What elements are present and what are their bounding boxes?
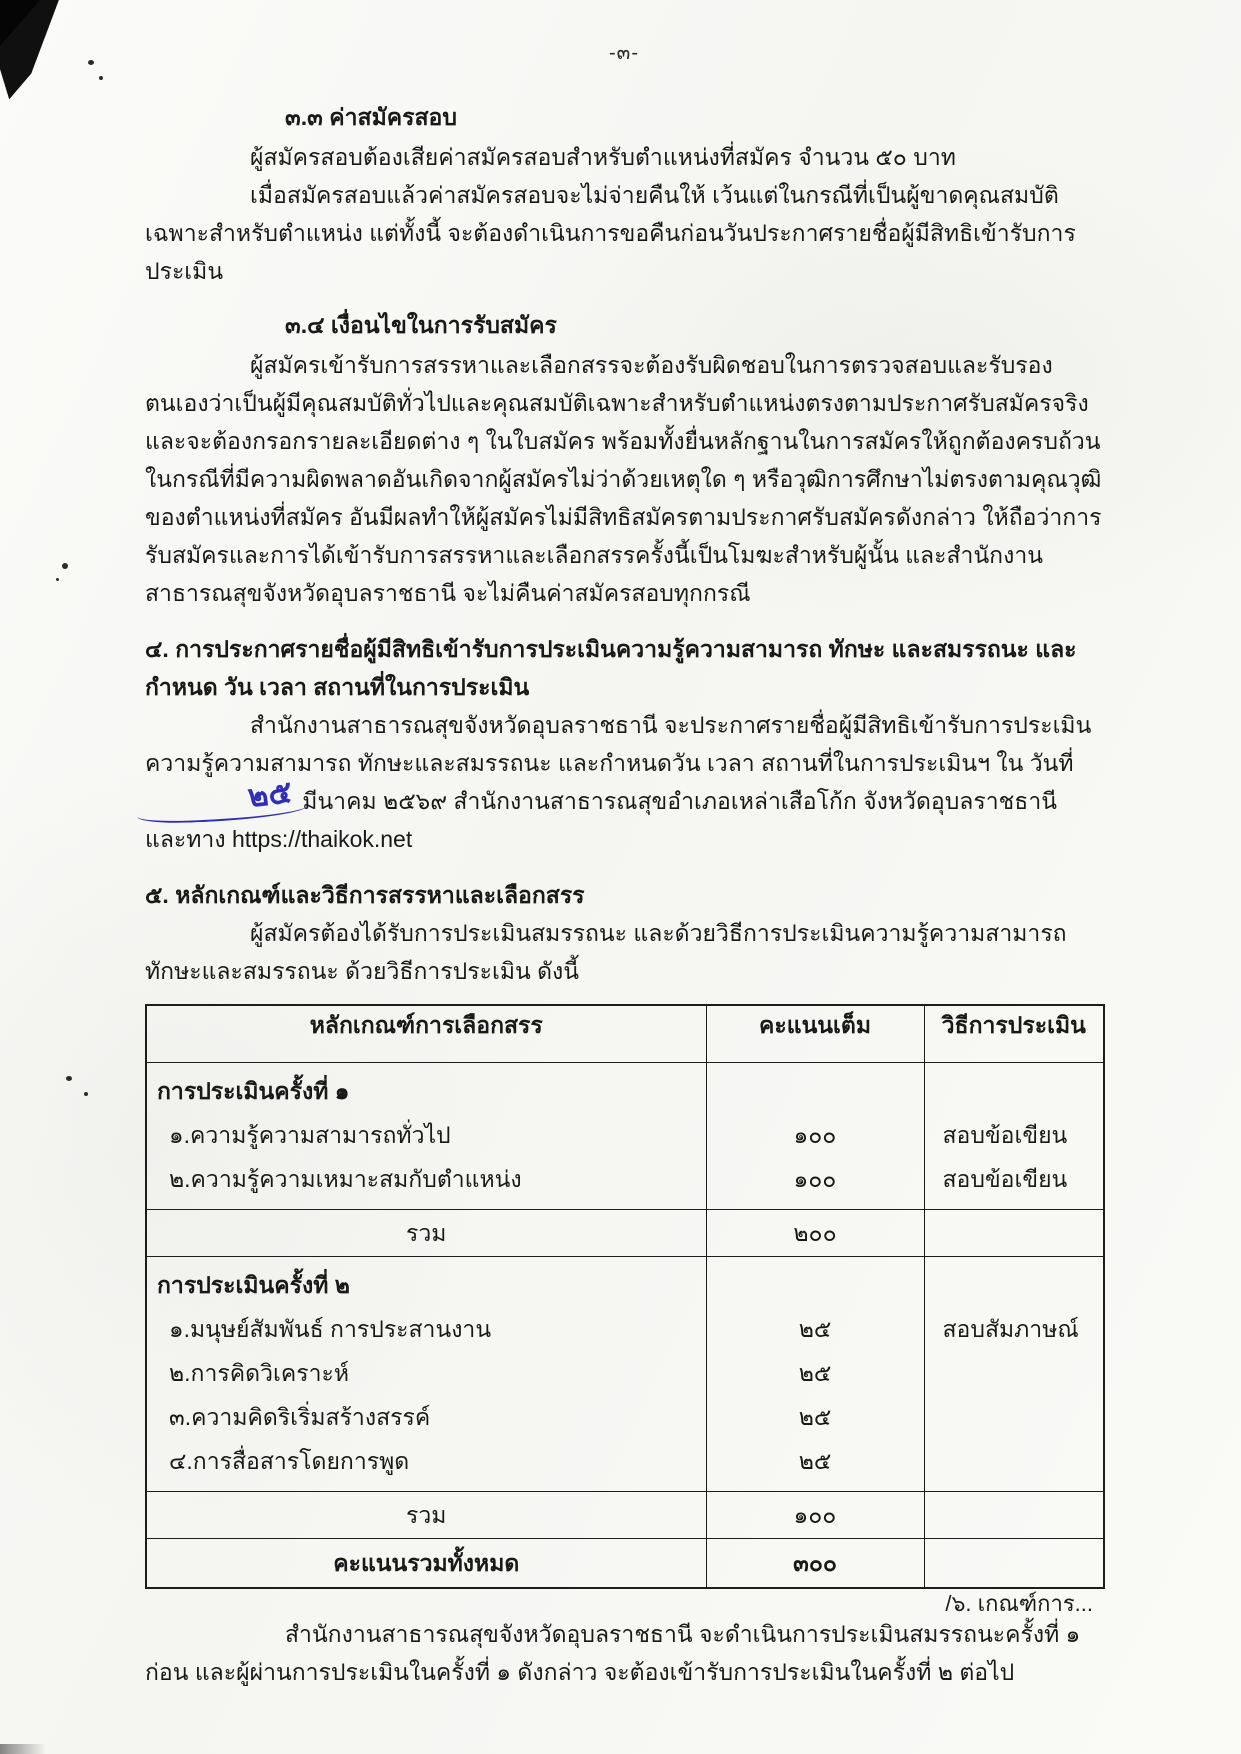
section-3-3-refund-paragraph: เมื่อสมัครสอบแล้วค่าสมัครสอบจะไม่จ่ายคืนให้ เว้นแต่ในกรณีที่เป็นผู้ขาดคุณสมบัติเฉพาะสำหรับตำแหน่ง แต่ทั้งนี้ จะต้องดำเนินการขอคืนก่อนวันประกาศรายชื่อผู้มีสิทธิเข้ารับการประเมิน xyxy=(145,182,1076,284)
group2-total-label: รวม xyxy=(146,1492,706,1539)
score-value: ๒๕ xyxy=(798,1316,832,1342)
group2-title: การประเมินครั้งที่ ๒ xyxy=(157,1272,350,1298)
criteria-item: ๒.ความรู้ความเหมาะสมกับตำแหน่ง xyxy=(169,1166,522,1192)
section-5-intro-paragraph: ผู้สมัครต้องได้รับการประเมินสมรรถนะ และด้วยวิธีการประเมินความรู้ความสามารถ ทักษะและสมรรถนะ ด้วยวิธีการประเมิน ดังนี้ xyxy=(145,920,1067,984)
method-spacer xyxy=(925,1069,1104,1113)
section-3-3-heading: ๓.๓ ค่าสมัครสอบ xyxy=(285,104,457,130)
score-value: ๒๕ xyxy=(798,1448,832,1474)
table-row-group1-total xyxy=(146,1210,1104,1257)
criteria-item: ๑.ความรู้ความสามารถทั่วไป xyxy=(169,1122,451,1148)
announcement-text-after-date: มีนาคม ๒๕๖๙ สำนักงานสาธารณสุขอำเภอเหล่าเสือโก้ก จังหวัดอุบลราชธานี และทาง https://thaikok.net xyxy=(145,788,1057,852)
closing-paragraph: สำนักงานสาธารณสุขจังหวัดอุบลราชธานี จะดำเนินการประเมินสมรรถนะครั้งที่ ๑ ก่อน และผู้ผ่านการประเมินในครั้งที่ ๑ ดังกล่าว จะต้องเข้ารับการประเมินในครั้งที่ ๒ ต่อไป xyxy=(145,1621,1081,1685)
empty-cell xyxy=(924,1539,1104,1589)
announcement-text-before-date: สำนักงานสาธารณสุขจังหวัดอุบลราชธานี จะประกาศรายชื่อผู้มีสิทธิเข้ารับการประเมินความรู้ความสามารถ ทักษะและสมรรถนะ และกำหนดวัน เวลา สถานที่ในการประเมินฯ ใน วันที่ xyxy=(145,712,1092,776)
column-header-method: วิธีการประเมิน xyxy=(924,1005,1104,1063)
section-3-3-fee-paragraph: ผู้สมัครสอบต้องเสียค่าสมัครสอบสำหรับตำแหน่งที่สมัคร จำนวน ๕๐ บาท xyxy=(250,144,956,170)
method-value: สอบข้อเขียน xyxy=(942,1122,1068,1148)
criteria-item: ๒.การคิดวิเคราะห์ xyxy=(169,1360,350,1386)
method-value xyxy=(925,1395,1104,1439)
criteria-item: ๔.การสื่อสารโดยการพูด xyxy=(169,1448,410,1474)
section-3-4-conditions-paragraph: ผู้สมัครเข้ารับการสรรหาและเลือกสรรจะต้องรับผิดชอบในการตรวจสอบและรับรองตนเองว่าเป็นผู้มีคุณสมบัติทั่วไปและคุณสมบัติเฉพาะสำหรับตำแหน่งตรงตามประกาศรับสมัครจริง และจะต้องกรอกรายละเอียดต่าง ๆ ในใบสมัคร พร้อมทั้งยื่นหลักฐานในการสมัครให้ถูกต้องครบถ้วน ในกรณีที่มีความผิดพลาดอันเกิดจากผู้สมัครไม่ว่าด้วยเหตุใด ๆ หรือวุฒิการศึกษาไม่ตรงตามคุณวุฒิของตำแหน่งที่สมัคร อันมีผลทำให้ผู้สมัครไม่มีสิทธิสมัครตามประกาศรับสมัครดังกล่าว ให้ถือว่าการรับสมัครและการได้เข้ารับการสรรหาและเลือกสรรครั้งนี้เป็นโมฆะสำหรับผู้นั้น และสำนักงานสาธารณสุขจังหวัดอุบลราชธานี จะไม่คืนค่าสมัครสอบทุกกรณี xyxy=(145,352,1102,606)
group1-total-score: ๒๐๐ xyxy=(706,1210,924,1257)
group1-title: การประเมินครั้งที่ ๑ xyxy=(157,1078,350,1104)
score-value: ๒๕ xyxy=(798,1404,832,1430)
handwritten-date: ๒๕ xyxy=(142,776,294,825)
table-row-group1 xyxy=(146,1063,1104,1210)
section-4-announcement-paragraph xyxy=(145,706,1103,858)
criteria-item: ๓.ความคิดริเริ่มสร้างสรรค์ xyxy=(169,1404,431,1430)
column-header-max-score: คะแนนเต็ม xyxy=(706,1005,924,1063)
method-spacer xyxy=(925,1263,1104,1307)
section-4-heading: ๔. การประกาศรายชื่อผู้มีสิทธิเข้ารับการประเมินความรู้ความสามารถ ทักษะ และสมรรถนะ และกำหนด วัน เวลา สถานที่ในการประเมิน xyxy=(145,636,1077,700)
grand-total-score: ๓๐๐ xyxy=(706,1539,924,1589)
table-header-row xyxy=(146,1005,1104,1063)
page-number: -๓- xyxy=(609,42,639,64)
method-value: สอบสัมภาษณ์ xyxy=(942,1316,1079,1342)
empty-cell xyxy=(924,1492,1104,1539)
grand-total-label: คะแนนรวมทั้งหมด xyxy=(146,1539,706,1589)
section-5-heading: ๕. หลักเกณฑ์และวิธีการสรรหาและเลือกสรร xyxy=(145,882,585,908)
score-spacer xyxy=(707,1263,924,1307)
group2-total-score: ๑๐๐ xyxy=(706,1492,924,1539)
score-value: ๑๐๐ xyxy=(793,1166,837,1192)
score-spacer xyxy=(707,1069,924,1113)
empty-cell xyxy=(924,1210,1104,1257)
method-value xyxy=(925,1439,1104,1483)
group1-total-label: รวม xyxy=(146,1210,706,1257)
method-value: สอบข้อเขียน xyxy=(942,1166,1068,1192)
column-header-criteria: หลักเกณฑ์การเลือกสรร xyxy=(146,1005,706,1063)
table-row-grand-total xyxy=(146,1539,1104,1589)
scan-edge-shadow xyxy=(0,1744,46,1754)
score-value: ๑๐๐ xyxy=(793,1122,837,1148)
score-value: ๒๕ xyxy=(798,1360,832,1386)
table-row-group2-total xyxy=(146,1492,1104,1539)
page-continuation-note: /๖. เกณฑ์การ... xyxy=(945,1591,1093,1616)
method-value xyxy=(925,1351,1104,1395)
section-3-4-heading: ๓.๔ เงื่อนไขในการรับสมัคร xyxy=(285,312,557,338)
evaluation-table xyxy=(145,1004,1105,1589)
criteria-item: ๑.มนุษย์สัมพันธ์ การประสานงาน xyxy=(169,1316,492,1342)
table-row-group2 xyxy=(146,1257,1104,1492)
